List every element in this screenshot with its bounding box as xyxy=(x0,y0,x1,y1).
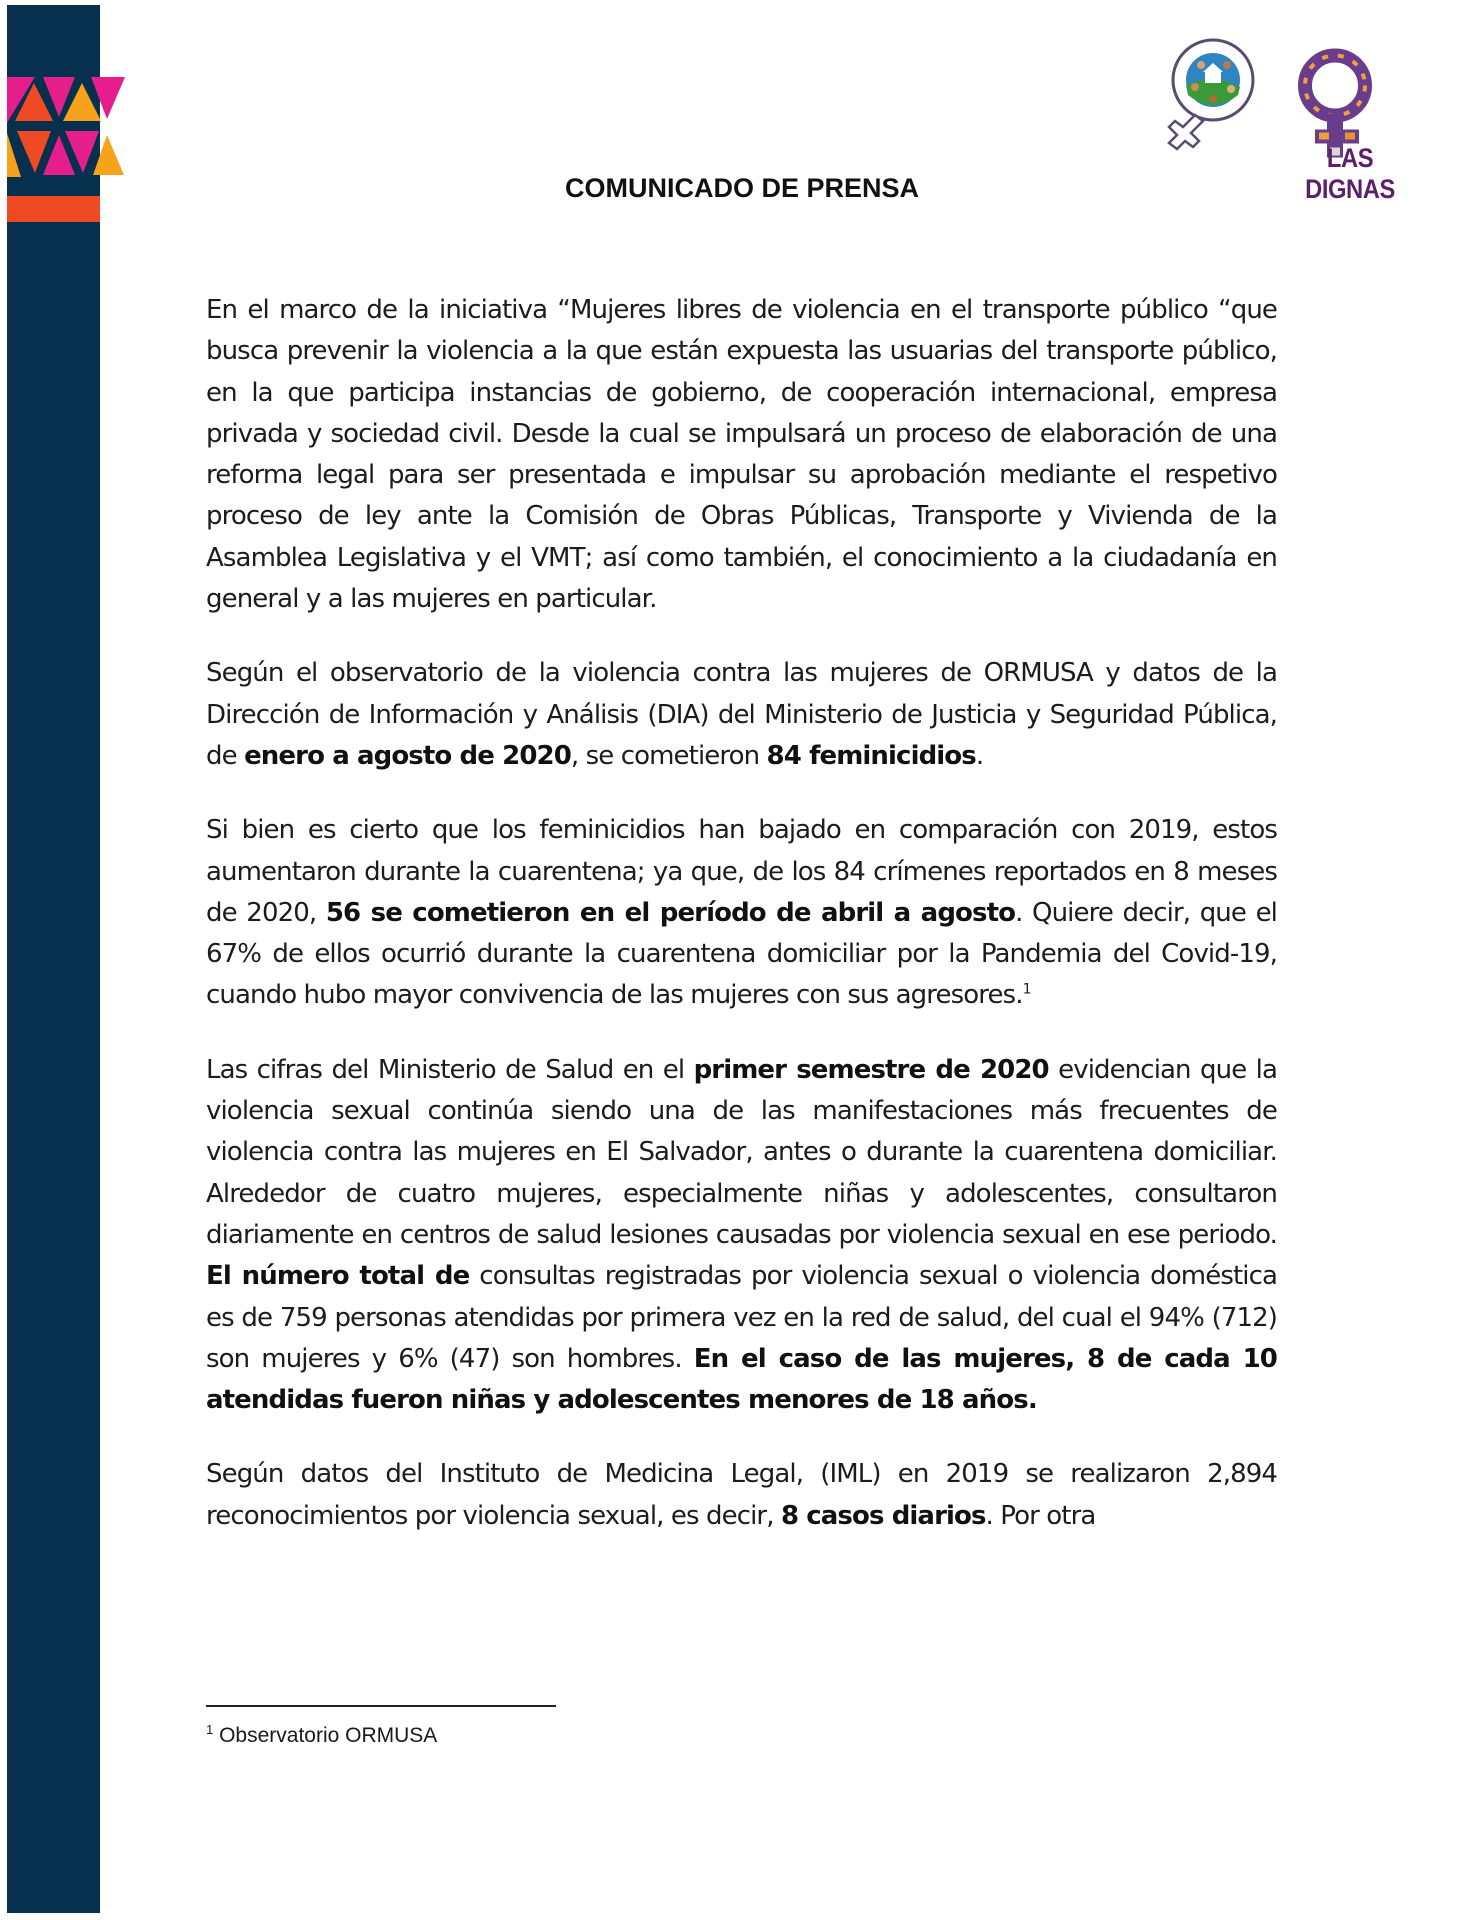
paragraph-intro xyxy=(206,290,1277,620)
footnote-marker: 1 xyxy=(206,1722,214,1737)
emphasis-text: 8 casos diarios xyxy=(780,1500,986,1531)
triangle-pattern-icon xyxy=(7,5,127,245)
logos-header xyxy=(1165,30,1425,204)
emphasis-text: En el caso de las mujeres, 8 de cada 10 atendidas fueron niñas y adolescentes menores de 18 años. xyxy=(206,1343,1277,1416)
footnote-reference[interactable]: 1 xyxy=(1022,981,1031,998)
body-text: En el marco de la iniciativa “Mujeres libres de violencia en el transporte público “que busca prevenir la violencia a la que están expuesta las usuarias del transporte público, en la que participa instancias de gobierno, de cooperación internacional, empresa privada y sociedad civil. Desde la cual se impulsará un proceso de elaboración de una reforma legal para ser presentada e impulsar su aprobación mediante el respetivo proceso de ley ante la Comisión de Obras Públicas, Transporte y Vivienda de la Asamblea Legislativa y el VMT; así como también, el conocimiento a la ciudadanía en general y a las mujeres en particular. xyxy=(206,295,1277,615)
decorative-sidebar xyxy=(7,5,100,1913)
footnote-text: Observatorio ORMUSA xyxy=(219,1724,438,1747)
footnote-separator xyxy=(206,1705,556,1707)
footnote xyxy=(206,1722,437,1748)
paragraph-medicina-legal xyxy=(206,1454,1277,1537)
emphasis-text: 56 se cometieron en el período de abril a agosto xyxy=(325,897,1016,928)
paragraph-cuarentena xyxy=(206,810,1277,1016)
paragraph-feminicidios xyxy=(206,653,1277,777)
paragraph-ministerio-salud xyxy=(206,1050,1277,1422)
body-text: . Por otra xyxy=(985,1500,1096,1531)
emphasis-text: enero a agosto de 2020 xyxy=(244,740,571,771)
asociacion-mujeres-teclenas-logo-icon xyxy=(1165,35,1265,160)
body-text: Según el observatorio de la violencia contra las mujeres de ORMUSA y datos de la Dirección de Información y Análisis (DIA) del Ministerio de Justicia y Seguridad Pública, de xyxy=(206,658,1277,771)
body-text: Según datos del Instituto de Medicina Legal, (IML) en 2019 se realizaron 2,894 reconocimientos por violencia sexual, es decir, xyxy=(206,1459,1277,1531)
body-text: consultas registradas por violencia sexual o violencia doméstica es de 759 personas atendidas por primera vez en la red de salud, del cual el 94% (712) son mujeres y 6% (47) son hombres. xyxy=(206,1261,1278,1374)
las-dignas-label: LAS DIGNAS xyxy=(1305,143,1395,204)
body-text: . xyxy=(975,740,984,771)
body-text: . Quiere decir, que el 67% de ellos ocurrió durante la cuarentena domiciliar por la Pandemia del Covid-19, cuando hubo mayor convivencia de las mujeres con sus agresores. xyxy=(206,897,1277,1011)
emphasis-text: primer semestre de 2020 xyxy=(693,1054,1049,1085)
emphasis-text: 84 feminicidios xyxy=(766,740,976,771)
body-text: Si bien es cierto que los feminicidios han bajado en comparación con 2019, estos aumentaron durante la cuarentena; ya que, de los 84 crímenes reportados en 8 meses de 2020, xyxy=(206,815,1277,928)
body-text: , se cometieron xyxy=(570,740,767,771)
press-release-body xyxy=(206,290,1277,1537)
body-text: Las cifras del Ministerio de Salud en el xyxy=(206,1054,694,1085)
page-title: COMUNICADO DE PRENSA xyxy=(564,173,920,203)
emphasis-text: El número total de xyxy=(206,1261,470,1292)
body-text: evidencian que la violencia sexual continúa siendo una de las manifestaciones más frecuentes de violencia contra las mujeres en El Salvador, antes o durante la cuarentena domiciliar. Alrededor de cuatro mujeres, especialmente niñas y adolescentes, consultaron diariamente en centros de salud lesiones causadas por violencia sexual en ese periodo. xyxy=(206,1054,1278,1250)
